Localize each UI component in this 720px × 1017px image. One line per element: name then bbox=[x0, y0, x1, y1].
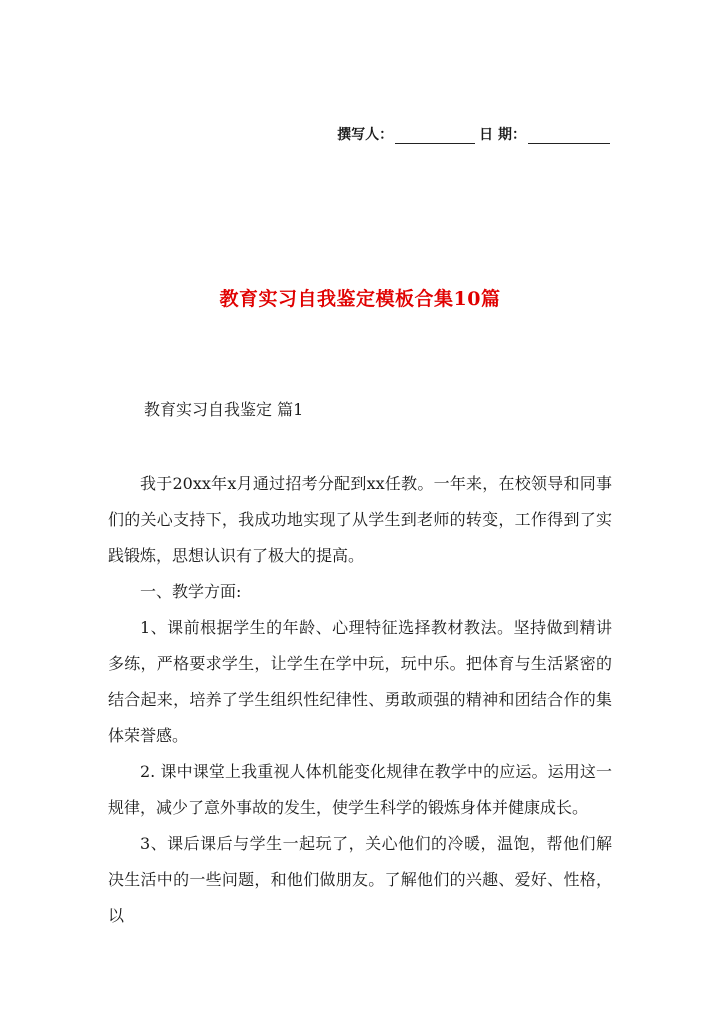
document-body bbox=[108, 466, 612, 934]
section-heading: 教育实习自我鉴定 篇1 bbox=[144, 400, 304, 419]
paragraph-item-2: 2. 课中课堂上我重视人体机能变化规律在教学中的应运。运用这一规律，减少了意外事故的发生，使学生科学的锻炼身体并健康成长。 bbox=[108, 762, 612, 817]
paragraph-intro: 我于20xx年x月通过招考分配到xx任教。一年来，在校领导和同事们的关心支持下，我成功地实现了从学生到老师的转变，工作得到了实践锻炼，思想认识有了极大的提高。 bbox=[108, 474, 612, 565]
paragraph-item-3: 3、课后课后与学生一起玩了，关心他们的冷暖，温饱，帮他们解决生活中的一些问题，和他们做朋友。了解他们的兴趣、爱好、性格，以 bbox=[108, 834, 612, 925]
author-blank bbox=[395, 129, 475, 144]
date-label: 日 期： bbox=[479, 127, 526, 143]
paragraph-item-1: 1、课前根据学生的年龄、心理特征选择教材教法。坚持做到精讲多练，严格要求学生，让学生在学中玩，玩中乐。把体育与生活紧密的结合起来，培养了学生组织性纪律性、勇敢顽强的精神和团结合作的集体荣誉感。 bbox=[108, 618, 612, 745]
author-label: 撰写人： bbox=[337, 127, 394, 143]
date-blank bbox=[528, 129, 610, 144]
paragraph-teaching-heading: 一、教学方面: bbox=[140, 582, 242, 601]
document-title: 教育实习自我鉴定模板合集10篇 bbox=[219, 288, 501, 310]
header-signature-line bbox=[337, 124, 612, 144]
